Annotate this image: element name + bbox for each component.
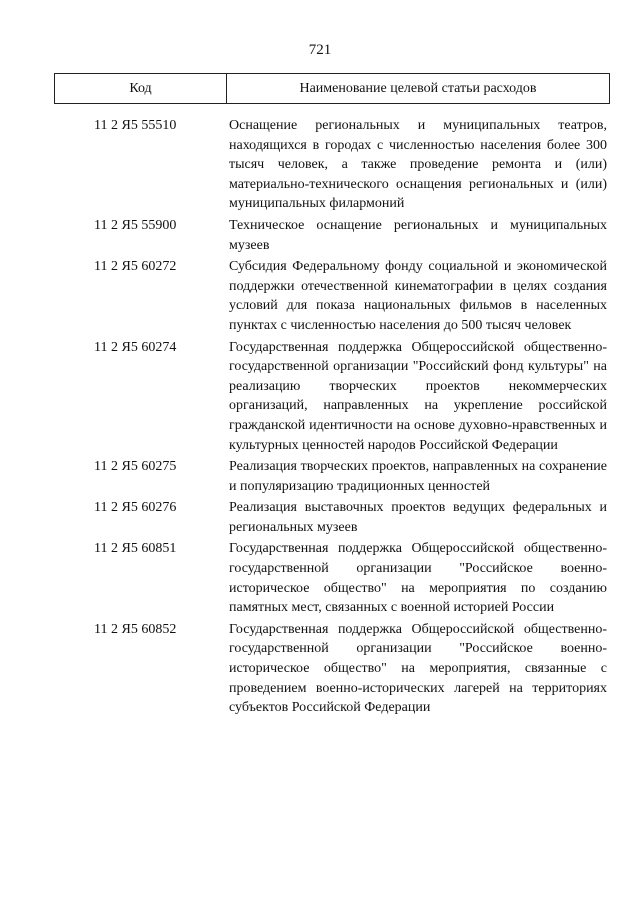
row-code: 11 2 Я5 60274 xyxy=(94,339,177,355)
page-number: 721 xyxy=(308,42,332,58)
table-row xyxy=(54,498,610,537)
table-row xyxy=(54,216,610,255)
row-code: 11 2 Я5 55900 xyxy=(94,217,177,233)
column-header-name: Наименование целевой статьи расходов xyxy=(299,80,537,96)
row-code: 11 2 Я5 55510 xyxy=(94,118,177,133)
row-name: Государственная поддержка Общероссийской общественно-государственной организации "Российский фонд культуры" на реализацию творческих проектов некоммерческих организаций, направленных на укрепление российской гражданской идентичности на основе духовно-нравственных и культурных ценностей народов Российской Федерации xyxy=(229,339,607,453)
row-name: Субсидия Федеральному фонду социальной и экономической поддержки отечественной кинематографии в целях создания условий для показа национальных фильмов в населенных пунктах с численностью населения до 500 тысяч человек xyxy=(229,259,607,333)
table-row xyxy=(54,539,610,617)
table-header xyxy=(54,73,610,104)
table-row xyxy=(54,457,610,496)
table-row xyxy=(54,338,610,456)
row-code: 11 2 Я5 60276 xyxy=(94,500,177,516)
column-header-code: Код xyxy=(55,74,227,103)
table-row xyxy=(54,620,610,718)
row-name: Оснащение региональных и муниципальных театров, находящихся в городах с численностью населения более 300 тысяч человек, а также проведение ремонта и (или) материально-технического оснащения региональных и (или) муниципальных филармоний xyxy=(229,118,607,212)
row-name: Реализация выставочных проектов ведущих федеральных и региональных музеев xyxy=(229,500,607,535)
table-body xyxy=(54,116,610,718)
row-name: Государственная поддержка Общероссийской общественно-государственной организации "Российское военно-историческое общество" на мероприятия, связанные с проведением военно-исторических лагерей на территориях субъектов Российской Федерации xyxy=(229,621,607,716)
row-name: Реализация творческих проектов, направленных на сохранение и популяризацию традиционных ценностей xyxy=(229,459,607,494)
row-code: 11 2 Я5 60272 xyxy=(94,259,177,275)
row-code: 11 2 Я5 60852 xyxy=(94,621,177,637)
row-name: Техническое оснащение региональных и муниципальных музеев xyxy=(229,217,607,253)
table-row xyxy=(54,116,610,214)
row-code: 11 2 Я5 60275 xyxy=(94,459,177,475)
table-row xyxy=(54,257,610,335)
row-name: Государственная поддержка Общероссийской общественно-государственной организации "Российское военно-историческое общество" на мероприятия по созданию памятных мест, связанных с военной историей России xyxy=(229,541,607,616)
row-code: 11 2 Я5 60851 xyxy=(94,541,177,557)
